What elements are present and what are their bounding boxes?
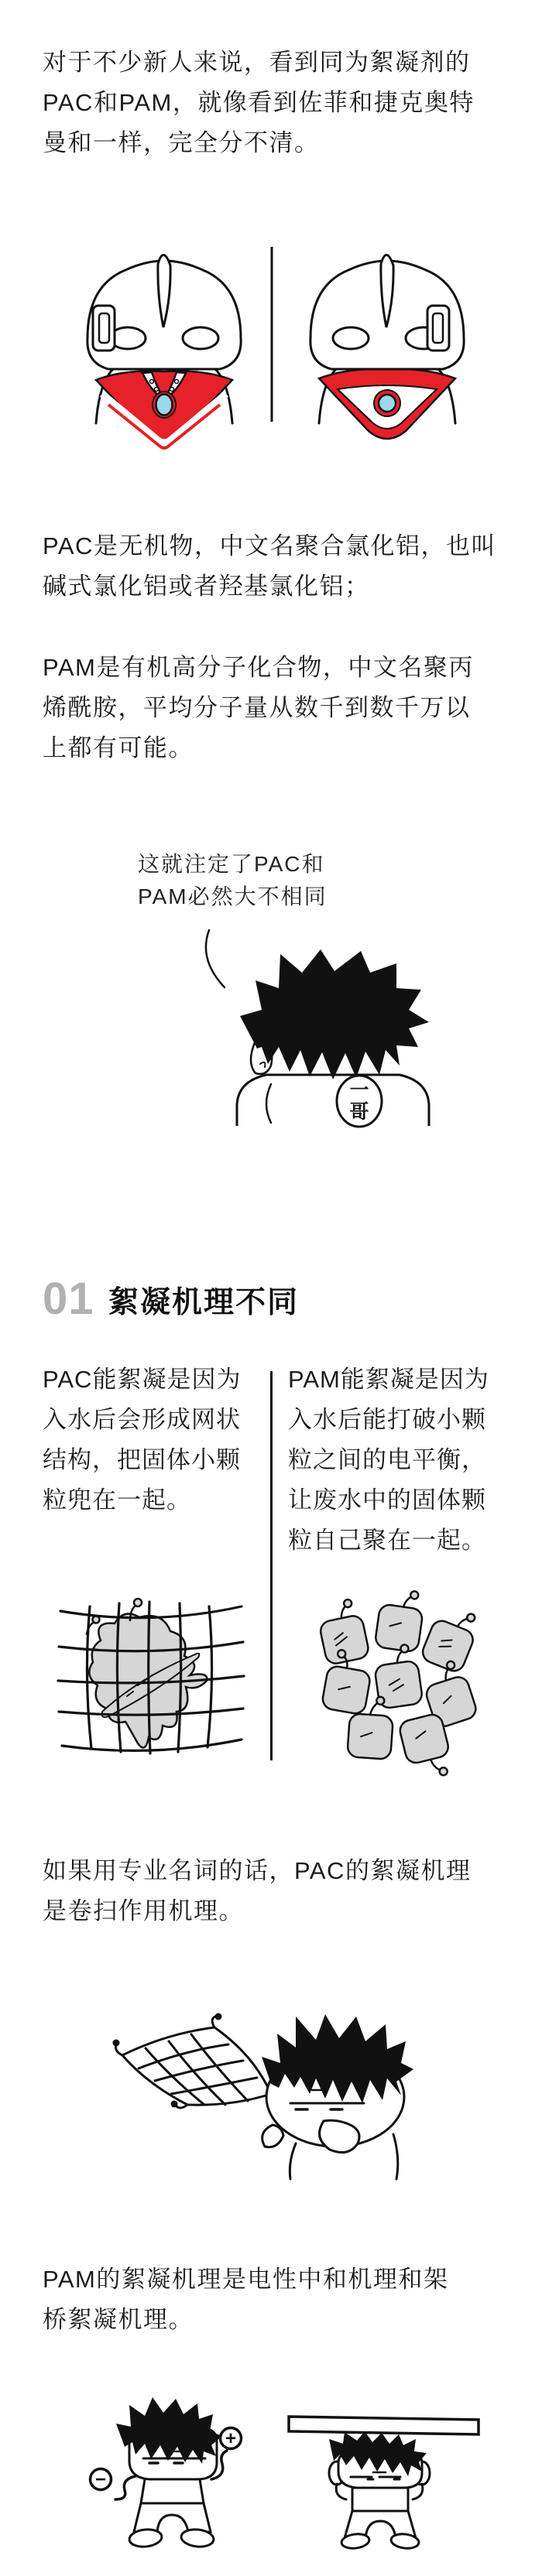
compare-pam-line: PAM能絮凝是因为 [288, 1366, 489, 1393]
section-title: 絮凝机理不同 [108, 1286, 300, 1319]
pam-mechanism-line: 桥絮凝机理。 [43, 2306, 194, 2333]
eye-icon [333, 327, 369, 349]
compare-pam-line: 入水后能打破小颗 [288, 1406, 486, 1433]
compare-pam-column [288, 1360, 489, 1561]
particle-cluster-illustration [304, 1599, 490, 1778]
intro-paragraph [43, 43, 475, 163]
pac-definition-line: PAC是无机物，中文名聚合氯化铝，也叫 [43, 532, 496, 559]
eye-icon [183, 327, 218, 349]
plank-icon [289, 2417, 479, 2434]
speech-text [138, 848, 328, 913]
pam-mechanism-paragraph [43, 2260, 448, 2340]
pam-definition-line: 烯酰胺，平均分子量从数千到数千万以 [43, 694, 471, 721]
badge-char-1: 一 [349, 1079, 369, 1101]
compare-pam-line: 让废水中的固体颗 [288, 1486, 486, 1514]
plus-glyph: + [225, 2428, 237, 2449]
sweep-line: 是卷扫作用机理。 [43, 1897, 244, 1924]
spiky-hair-icon [240, 949, 429, 1079]
pam-definition-line: PAM是有机高分子化合物，中文名聚丙 [43, 654, 474, 681]
pam-definition-line: 上都有可能。 [43, 734, 194, 761]
ultraman-zoffy-figure [87, 255, 241, 448]
net-capture-illustration [46, 1594, 279, 1757]
intro-line: PAC和PAM，就像看到佐菲和捷克奥特 [43, 89, 475, 116]
pam-mechanism-line: PAM的絮凝机理是电性中和机理和架 [43, 2266, 449, 2293]
pac-definition-line: 碱式氯化铝或者羟基氯化铝； [43, 573, 370, 600]
pac-definition-paragraph [43, 526, 496, 607]
thrown-net-icon [116, 2016, 271, 2108]
section-number: 01 [43, 1274, 94, 1324]
particle-icon [375, 1587, 426, 1653]
badge-char-2: 哥 [349, 1101, 369, 1123]
narrator-back-figure [0, 932, 542, 1126]
compare-pac-line: 粒兜在一起。 [43, 1486, 191, 1514]
ultraman-jack-figure [310, 255, 464, 439]
compare-pam-line: 粒之间的电平衡， [288, 1446, 486, 1473]
compare-pac-line: 入水后会形成网状 [43, 1406, 241, 1433]
compare-pac-column [43, 1360, 241, 1521]
sweep-line: 如果用专业名词的话，PAC的絮凝机理 [43, 1857, 472, 1884]
pam-definition-paragraph [43, 648, 474, 768]
intro-line: 曼和一样，完全分不清。 [43, 129, 320, 156]
compare-pac-line: 结构，把固体小颗 [43, 1446, 241, 1473]
speech-line: 这就注定了PAC和 [138, 852, 325, 876]
speech-line: PAM必然大不相同 [138, 884, 328, 908]
minus-glyph: − [94, 2469, 107, 2490]
compare-pam-line: 粒自己聚在一起。 [288, 1527, 486, 1554]
intro-line: 对于不少新人来说，看到同为絮凝剂的 [43, 49, 471, 76]
charge-figure-illustration [81, 2393, 244, 2561]
sweep-paragraph [43, 1851, 471, 1931]
ultraman-panel-illustration [0, 245, 542, 423]
net-throw-illustration [93, 2010, 418, 2179]
compare-pac-line: PAC能絮凝是因为 [43, 1366, 242, 1393]
bridge-figure-illustration [283, 2405, 484, 2557]
